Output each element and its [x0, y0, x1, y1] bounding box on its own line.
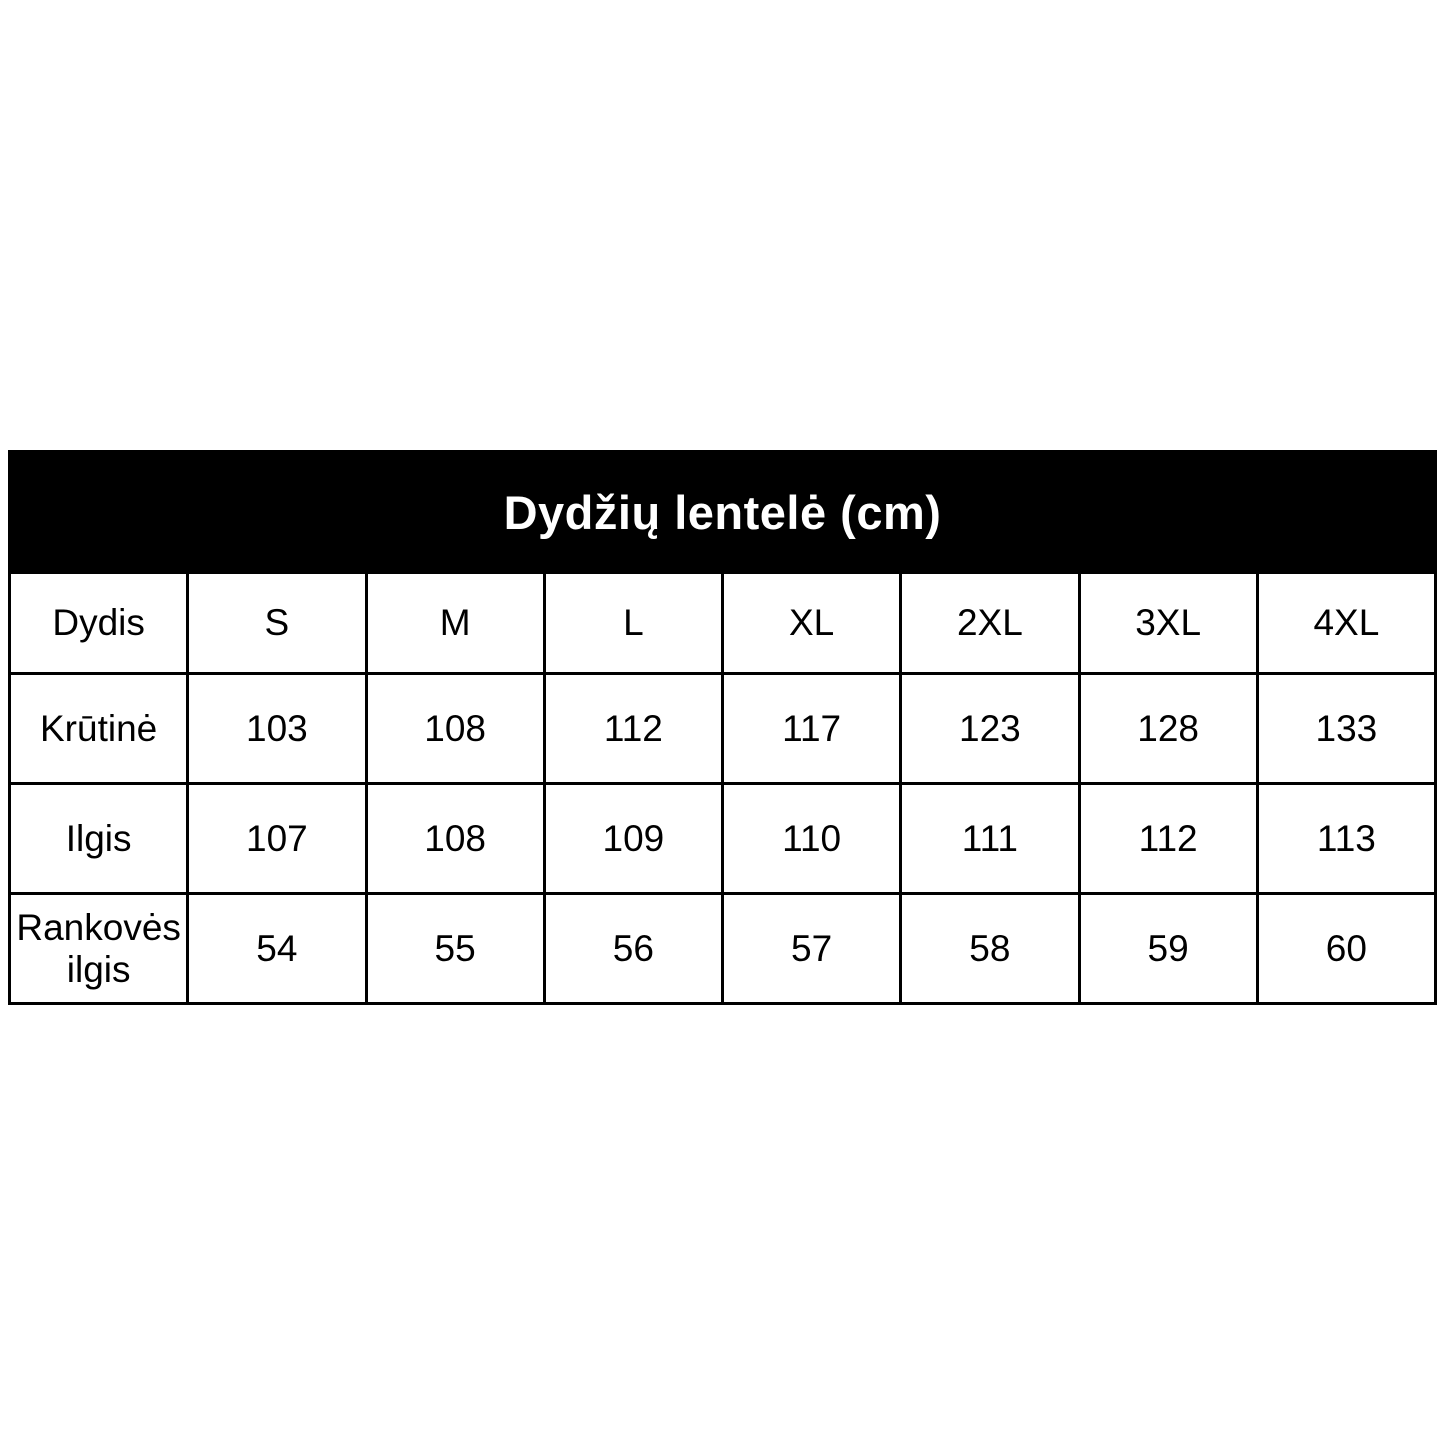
cell-chest-4xl: 133	[1257, 674, 1435, 784]
column-header-4xl: 4XL	[1257, 573, 1435, 674]
cell-chest-s: 103	[188, 674, 366, 784]
column-header-xl: XL	[723, 573, 901, 674]
size-table	[8, 450, 1437, 1005]
table-row	[10, 674, 1436, 784]
size-chart-sheet	[8, 450, 1437, 1005]
table-row	[10, 784, 1436, 894]
cell-chest-3xl: 128	[1079, 674, 1257, 784]
cell-length-4xl: 113	[1257, 784, 1435, 894]
column-header-size-label: Dydis	[10, 573, 188, 674]
cell-sleeve-l: 56	[544, 894, 722, 1004]
cell-chest-2xl: 123	[901, 674, 1079, 784]
column-header-3xl: 3XL	[1079, 573, 1257, 674]
column-header-m: M	[366, 573, 544, 674]
page-title: Dydžių lentelė (cm)	[10, 452, 1436, 573]
cell-length-s: 107	[188, 784, 366, 894]
column-header-s: S	[188, 573, 366, 674]
cell-sleeve-xl: 57	[723, 894, 901, 1004]
cell-chest-l: 112	[544, 674, 722, 784]
cell-sleeve-2xl: 58	[901, 894, 1079, 1004]
row-label-sleeve-length: Rankovės ilgis	[10, 894, 188, 1004]
row-label-chest: Krūtinė	[10, 674, 188, 784]
cell-chest-xl: 117	[723, 674, 901, 784]
table-title-row	[10, 452, 1436, 573]
column-header-2xl: 2XL	[901, 573, 1079, 674]
cell-sleeve-s: 54	[188, 894, 366, 1004]
cell-length-3xl: 112	[1079, 784, 1257, 894]
cell-length-xl: 110	[723, 784, 901, 894]
cell-length-l: 109	[544, 784, 722, 894]
cell-sleeve-4xl: 60	[1257, 894, 1435, 1004]
row-label-length: Ilgis	[10, 784, 188, 894]
column-header-l: L	[544, 573, 722, 674]
cell-length-m: 108	[366, 784, 544, 894]
cell-chest-m: 108	[366, 674, 544, 784]
cell-sleeve-m: 55	[366, 894, 544, 1004]
table-row	[10, 894, 1436, 1004]
cell-sleeve-3xl: 59	[1079, 894, 1257, 1004]
cell-length-2xl: 111	[901, 784, 1079, 894]
table-header-row	[10, 573, 1436, 674]
